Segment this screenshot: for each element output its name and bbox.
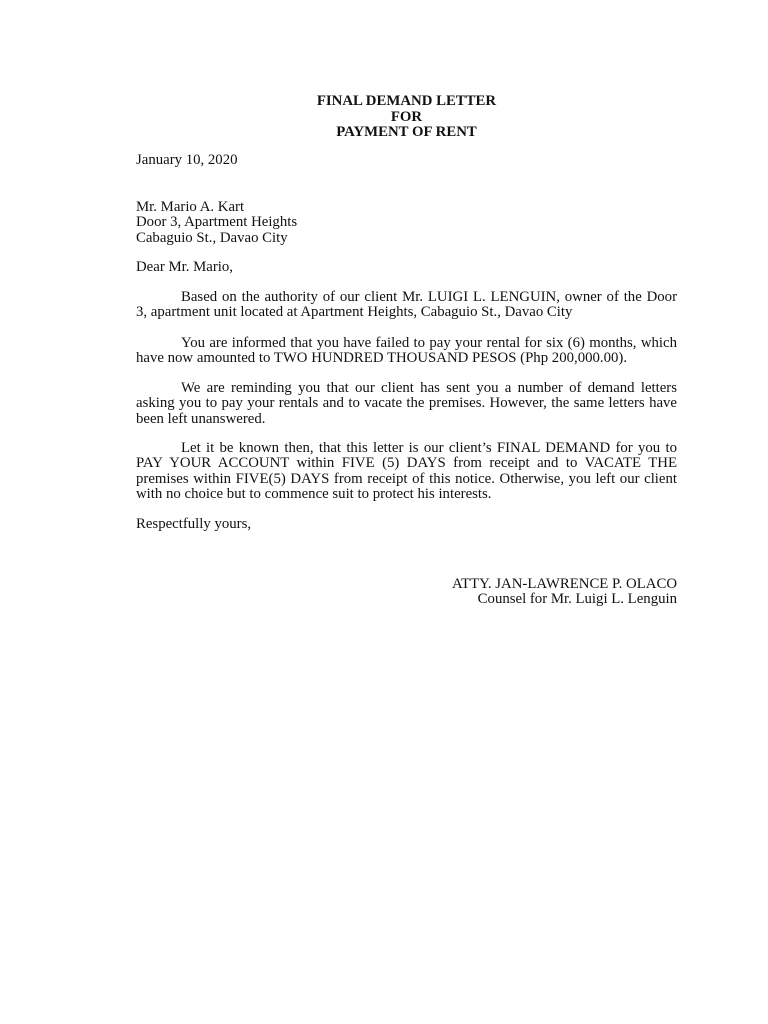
closing-text: Respectfully yours, — [136, 516, 252, 532]
body-paragraph — [136, 290, 677, 321]
date-text: January 10, 2020 — [136, 152, 238, 168]
recipient-address-line: Cabaguio St., Davao City — [136, 229, 288, 246]
signature-block — [136, 577, 677, 608]
body-paragraph — [136, 381, 677, 427]
title-line: PAYMENT OF RENT — [336, 124, 477, 140]
body-paragraph — [136, 336, 677, 367]
title-line: FOR — [390, 108, 423, 125]
title-line: FINAL DEMAND LETTER — [316, 93, 497, 109]
salutation — [136, 260, 677, 275]
paragraph-line: You are informed that you have failed to pay your rental for six (6) months, which — [181, 335, 677, 351]
paragraph-line: with no choice but to commence suit to protect his interests. — [136, 485, 492, 502]
recipient-address-line: Door 3, Apartment Heights — [136, 214, 298, 231]
paragraph-line: asking you to pay your rentals and to vacate the premises. However, the same letters have — [136, 395, 677, 412]
letter-date — [136, 153, 677, 168]
salutation-text: Dear Mr. Mario, — [136, 259, 233, 275]
recipient-block — [136, 200, 677, 246]
paragraph-line: Let it be known then, that this letter is our client’s FINAL DEMAND for you to — [181, 440, 677, 456]
paragraph-line: We are reminding you that our client has sent you a number of demand letters — [181, 380, 677, 396]
body-paragraph — [136, 441, 677, 502]
paragraph-line: been left unanswered. — [136, 410, 266, 427]
closing — [136, 517, 677, 532]
recipient-name: Mr. Mario A. Kart — [136, 199, 245, 215]
signatory-title: Counsel for Mr. Luigi L. Lenguin — [477, 591, 677, 608]
paragraph-line: Based on the authority of our client Mr. LUIGI L. LENGUIN, owner of the Door — [181, 289, 677, 305]
paragraph-line: 3, apartment unit located at Apartment Heights, Cabaguio St., Davao City — [136, 304, 573, 321]
letter-title — [136, 94, 677, 141]
paragraph-line: PAY YOUR ACCOUNT within FIVE (5) DAYS from receipt and to VACATE THE — [136, 455, 677, 472]
paragraph-line: premises within FIVE(5) DAYS from receipt of this notice. Otherwise, you left our client — [136, 470, 677, 487]
paragraph-line: have now amounted to TWO HUNDRED THOUSAND PESOS (Php 200,000.00). — [136, 350, 628, 367]
signatory-name: ATTY. JAN-LAWRENCE P. OLACO — [451, 576, 677, 592]
